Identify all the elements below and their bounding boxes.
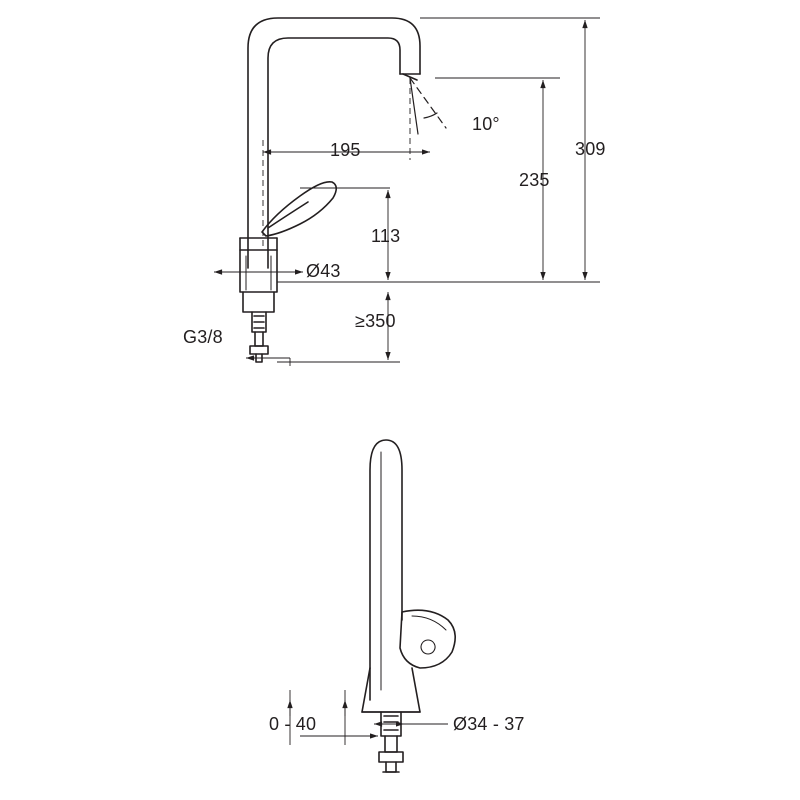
dimension-label-hole-diameter: Ø34 - 37	[453, 714, 525, 734]
dimension-label-spout-height: 235	[519, 170, 550, 190]
front-view-tap-outline	[362, 440, 455, 772]
dimension-label-lever-height: 113	[371, 226, 401, 246]
side-view-dimension-lines	[214, 18, 600, 366]
dimension-label-spout-reach: 195	[330, 140, 361, 160]
dimension-label-thread-size: G3/8	[183, 327, 223, 347]
dimension-label-supply-length: ≥350	[355, 311, 396, 331]
dimension-label-height-total: 309	[575, 139, 606, 159]
dimension-label-body-diameter: Ø43	[306, 261, 341, 281]
dimension-label-outlet-angle: 10°	[472, 114, 500, 134]
dimension-label-worktop-thickness: 0 - 40	[269, 714, 317, 734]
side-view-tap-outline	[240, 18, 446, 362]
